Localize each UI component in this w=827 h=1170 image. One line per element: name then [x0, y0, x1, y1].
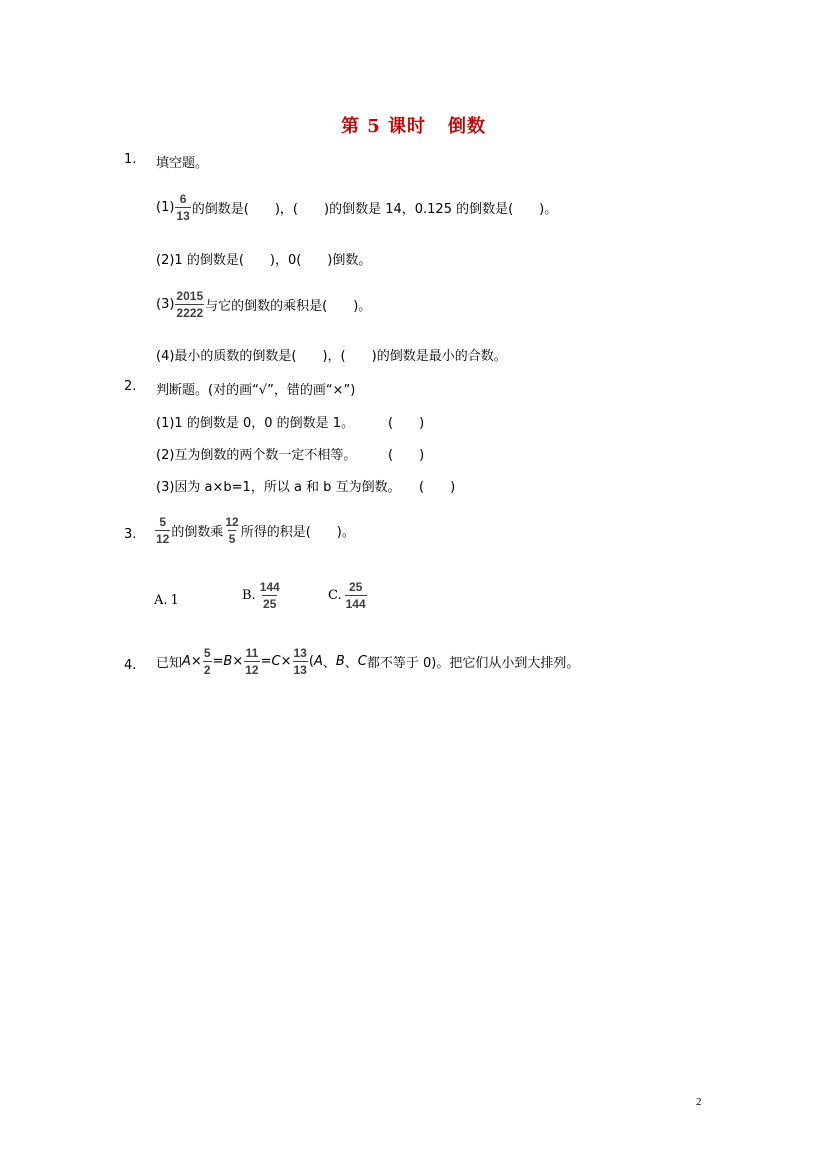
q3-text-1: 的倒数乘	[171, 525, 224, 540]
q3-stem	[154, 515, 355, 546]
title-part2: 倒数	[448, 116, 487, 137]
fraction-numerator: 5	[159, 515, 167, 529]
times-sign: ×	[280, 654, 292, 669]
separator: 、	[344, 656, 358, 671]
var-a-inline: A	[313, 654, 323, 669]
q1-number: 1.	[124, 152, 137, 167]
option-label: B.	[242, 588, 256, 603]
fraction-numerator: 6	[179, 192, 187, 206]
fraction	[155, 515, 170, 546]
fraction	[224, 515, 239, 546]
q4-text-1: (	[308, 654, 314, 669]
q1-sub3-text: 与它的倒数的乘积是( )。	[205, 299, 372, 314]
var-c: C	[271, 654, 281, 669]
option-label: C.	[328, 588, 342, 603]
fraction	[203, 646, 212, 677]
q1-stem: 填空题。	[156, 156, 209, 171]
q4-text-0: 已知	[156, 656, 183, 671]
fraction	[244, 646, 259, 677]
fraction	[345, 580, 367, 611]
title-part1: 第 5 课时	[340, 116, 427, 137]
fraction	[175, 289, 204, 320]
q1-sub1-text: 的倒数是( )，( )的倒数是 14，0.125 的倒数是( )。	[191, 202, 558, 217]
q2-sub1: (1)1 的倒数是 0，0 的倒数是 1。	[156, 416, 355, 431]
page-number: 2	[696, 1096, 702, 1108]
fraction-denominator: 12	[245, 663, 259, 677]
answer-paren: ( )	[388, 416, 425, 431]
equals-sign: =	[212, 654, 224, 669]
times-sign: ×	[190, 654, 202, 669]
fraction-numerator: 12	[225, 515, 239, 529]
q1-sub3	[156, 289, 371, 320]
q2-number: 2.	[124, 379, 137, 394]
var-b: B	[223, 654, 233, 669]
fraction-numerator: 5	[203, 646, 211, 660]
fraction-numerator: 144	[259, 580, 280, 594]
fraction-denominator: 25	[263, 597, 277, 611]
fraction-denominator: 2	[203, 663, 211, 677]
q4-stem	[156, 646, 579, 677]
fraction-denominator: 12	[156, 532, 170, 546]
q3-text-2: 所得的积是( )。	[240, 525, 355, 540]
fraction-numerator: 2015	[176, 289, 204, 303]
q2-stem: 判断题。(对的画“√”，错的画“×”)	[156, 383, 356, 398]
fraction-denominator: 5	[228, 532, 236, 546]
fraction	[259, 580, 281, 611]
answer-paren: ( )	[388, 448, 425, 463]
q3-option-c	[328, 580, 368, 611]
fraction	[175, 192, 190, 223]
fraction	[293, 646, 308, 677]
var-a: A	[182, 654, 191, 669]
times-sign: ×	[232, 654, 244, 669]
separator: 、	[322, 656, 336, 671]
q4-text-2: 都不等于 0)。把它们从小到大排列。	[366, 656, 580, 671]
q1-sub3-lead: (3)	[156, 297, 175, 312]
q3-option-b	[242, 580, 282, 611]
q1-sub2: (2)1 的倒数是( )，0( )倒数。	[156, 253, 372, 268]
fraction-numerator: 11	[245, 646, 259, 660]
fraction-denominator: 13	[176, 209, 190, 223]
page-title	[0, 112, 827, 138]
fraction-denominator: 144	[345, 597, 366, 611]
var-c-inline: C	[357, 654, 367, 669]
q1-sub1	[156, 192, 557, 223]
fraction-numerator: 25	[348, 580, 363, 594]
q3-option-a	[154, 593, 179, 608]
q1-sub1-lead: (1)	[156, 200, 175, 215]
fraction-denominator: 13	[293, 663, 307, 677]
answer-paren: ( )	[419, 480, 456, 495]
q3-number: 3.	[124, 527, 137, 542]
var-b-inline: B	[335, 654, 345, 669]
fraction-numerator: 13	[293, 646, 307, 660]
option-value: 1	[170, 593, 179, 608]
q2-sub2: (2)互为倒数的两个数一定不相等。	[156, 448, 357, 463]
q1-sub4: (4)最小的质数的倒数是( )，( )的倒数是最小的合数。	[156, 349, 507, 364]
q2-sub3: (3)因为 a×b=1，所以 a 和 b 互为倒数。	[156, 480, 401, 495]
fraction-denominator: 2222	[176, 306, 204, 320]
equals-sign: =	[260, 654, 272, 669]
q4-number: 4.	[124, 658, 137, 673]
option-label: A.	[154, 593, 168, 608]
